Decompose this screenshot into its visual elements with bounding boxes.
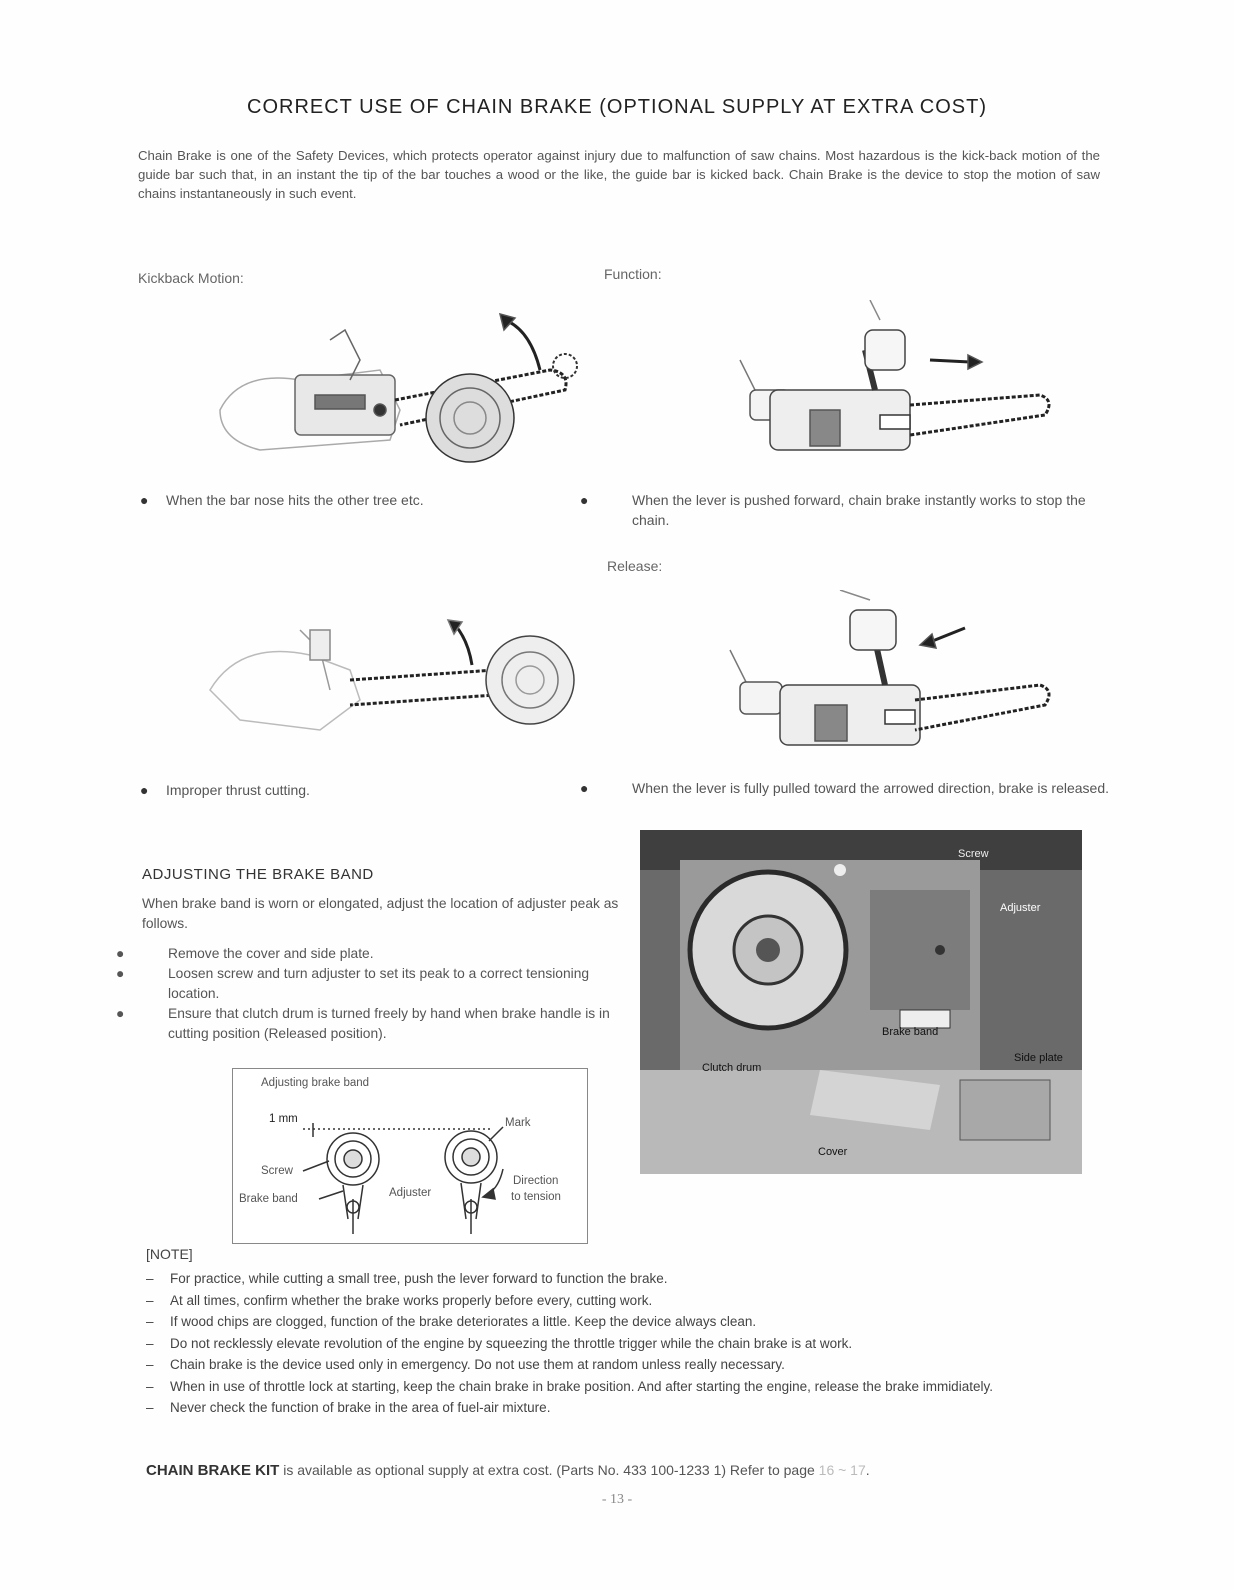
dash-icon: –: [146, 1335, 154, 1351]
page-title: CORRECT USE OF CHAIN BRAKE (OPTIONAL SUPPLY AT EXTRA COST): [247, 96, 987, 118]
diagram-drawing: [233, 1069, 587, 1243]
bullet-icon: ●: [140, 492, 149, 508]
diagram-mm: 1 mm: [269, 1113, 298, 1125]
kickback-bullet-2-text: Improper thrust cutting.: [166, 782, 310, 798]
function-illustration: [700, 300, 1060, 470]
adjusting-steps: [116, 944, 628, 1044]
function-heading: Function:: [604, 266, 662, 282]
note-item-text: If wood chips are clogged, function of the brake deteriorates a little. Keep the device always clean.: [170, 1314, 757, 1329]
dash-icon: –: [146, 1292, 154, 1308]
note-item: [146, 1333, 1106, 1355]
adjusting-diagram: [232, 1068, 588, 1244]
brake-photo: [640, 830, 1082, 1174]
note-item-text: For practice, while cutting a small tree, push the lever forward to function the brake.: [170, 1271, 668, 1286]
photo-label-cover: Cover: [818, 1146, 848, 1158]
note-item-text: When in use of throttle lock at starting, keep the chain brake in brake position. And after starting the engine, release the brake immidiately.: [170, 1378, 993, 1394]
diagram-screw: Screw: [261, 1165, 293, 1177]
release-bullet-text: When the lever is fully pulled toward the arrowed direction, brake is released.: [632, 780, 1110, 796]
photo-label-clutch-drum: Clutch drum: [702, 1062, 762, 1074]
photo-label-brake-band: Brake band: [882, 1026, 939, 1038]
kickback-illustration-2: [200, 600, 590, 760]
intro-paragraph: Chain Brake is one of the Safety Devices, which protects operator against injury due to malfunction of saw chains. Most hazardous is the kick-back motion of the guide bar such that, in an instant the tip of the bar touches a wood or the like, the guide bar is kicked back. Chain Brake is the device to stop the motion of saw chains instantaneously in such event.: [138, 148, 1100, 201]
adjusting-heading: ADJUSTING THE BRAKE BAND: [142, 866, 374, 883]
diagram-mark: Mark: [505, 1117, 531, 1129]
note-item: [146, 1354, 1106, 1376]
diagram-direction: Direction: [513, 1175, 559, 1187]
kickback-bullet-2: [140, 780, 310, 800]
note-item: [146, 1268, 1106, 1290]
note-list: [146, 1268, 1106, 1419]
photo-label-side-plate: Side plate: [1014, 1052, 1063, 1064]
note-item: [146, 1290, 1106, 1312]
kickback-illustration-1: [200, 300, 590, 470]
release-heading: Release:: [607, 558, 663, 574]
bullet-icon: ●: [580, 492, 589, 508]
adjusting-step-text: Ensure that clutch drum is turned freely by hand when brake handle is in cutting position (Released position).: [168, 1006, 610, 1041]
release-illustration: [700, 590, 1060, 760]
bullet-icon: ●: [580, 780, 589, 796]
adjusting-step-text: Remove the cover and side plate.: [168, 946, 374, 961]
diagram-title: Adjusting brake band: [261, 1077, 370, 1089]
brake-photo-image: [640, 830, 1082, 1174]
adjusting-step: [116, 944, 628, 964]
bullet-icon: ●: [116, 966, 125, 981]
note-item: [146, 1397, 1106, 1419]
function-bullet-text: When the lever is pushed forward, chain brake instantly works to stop the chain.: [632, 492, 1086, 528]
note-heading: [NOTE]: [146, 1246, 193, 1262]
bullet-icon: ●: [140, 782, 149, 798]
kickback-heading: Kickback Motion:: [138, 270, 244, 286]
kit-line: CHAIN BRAKE KIT is available as optional supply at extra cost. (Parts No. 433 100-1233 1) Refer to page 16 ~ 17.: [146, 1462, 870, 1479]
note-item-text: Chain brake is the device used only in emergency. Do not use them at random unless really necessary.: [170, 1357, 785, 1372]
adjusting-step: [116, 964, 628, 1004]
note-item: [146, 1376, 1106, 1398]
adjusting-step-text: Loosen screw and turn adjuster to set its peak to a correct tensioning location.: [168, 966, 590, 1001]
photo-label-screw: Screw: [958, 848, 989, 860]
adjusting-intro: When brake band is worn or elongated, adjust the location of adjuster peak as follows.: [142, 896, 619, 931]
page-number: - 13 -: [601, 1492, 633, 1507]
kickback-bullet-1-text: When the bar nose hits the other tree etc.: [166, 492, 424, 508]
dash-icon: –: [146, 1378, 154, 1394]
note-item: [146, 1311, 1106, 1333]
bullet-icon: ●: [116, 1006, 125, 1021]
bullet-icon: ●: [116, 946, 125, 961]
kickback-bullet-1: [140, 490, 424, 510]
note-item-text: At all times, confirm whether the brake works properly before every, cutting work.: [170, 1292, 653, 1308]
dash-icon: –: [146, 1357, 154, 1372]
dash-icon: –: [146, 1400, 154, 1415]
function-bullet: [580, 490, 1122, 530]
photo-label-adjuster: Adjuster: [1000, 902, 1041, 914]
kit-pages: 16 ~ 17: [818, 1462, 866, 1478]
adjusting-step: [116, 1004, 628, 1044]
dash-icon: –: [146, 1271, 154, 1286]
note-item-text: Never check the function of brake in the area of fuel-air mixture.: [170, 1400, 551, 1415]
dash-icon: –: [146, 1314, 154, 1329]
release-bullet: [580, 778, 1122, 798]
kit-text: is available as optional supply at extra cost. (Parts No. 433 100-1233 1) Refer to page: [283, 1462, 815, 1478]
kit-label: CHAIN BRAKE KIT: [146, 1462, 280, 1479]
diagram-to-tension: to tension: [511, 1191, 561, 1203]
diagram-brake-band: Brake band: [239, 1193, 298, 1205]
diagram-adjuster: Adjuster: [389, 1187, 432, 1199]
note-item-text: Do not recklessly elevate revolution of the engine by squeezing the throttle trigger while the chain brake is at work.: [170, 1335, 853, 1351]
